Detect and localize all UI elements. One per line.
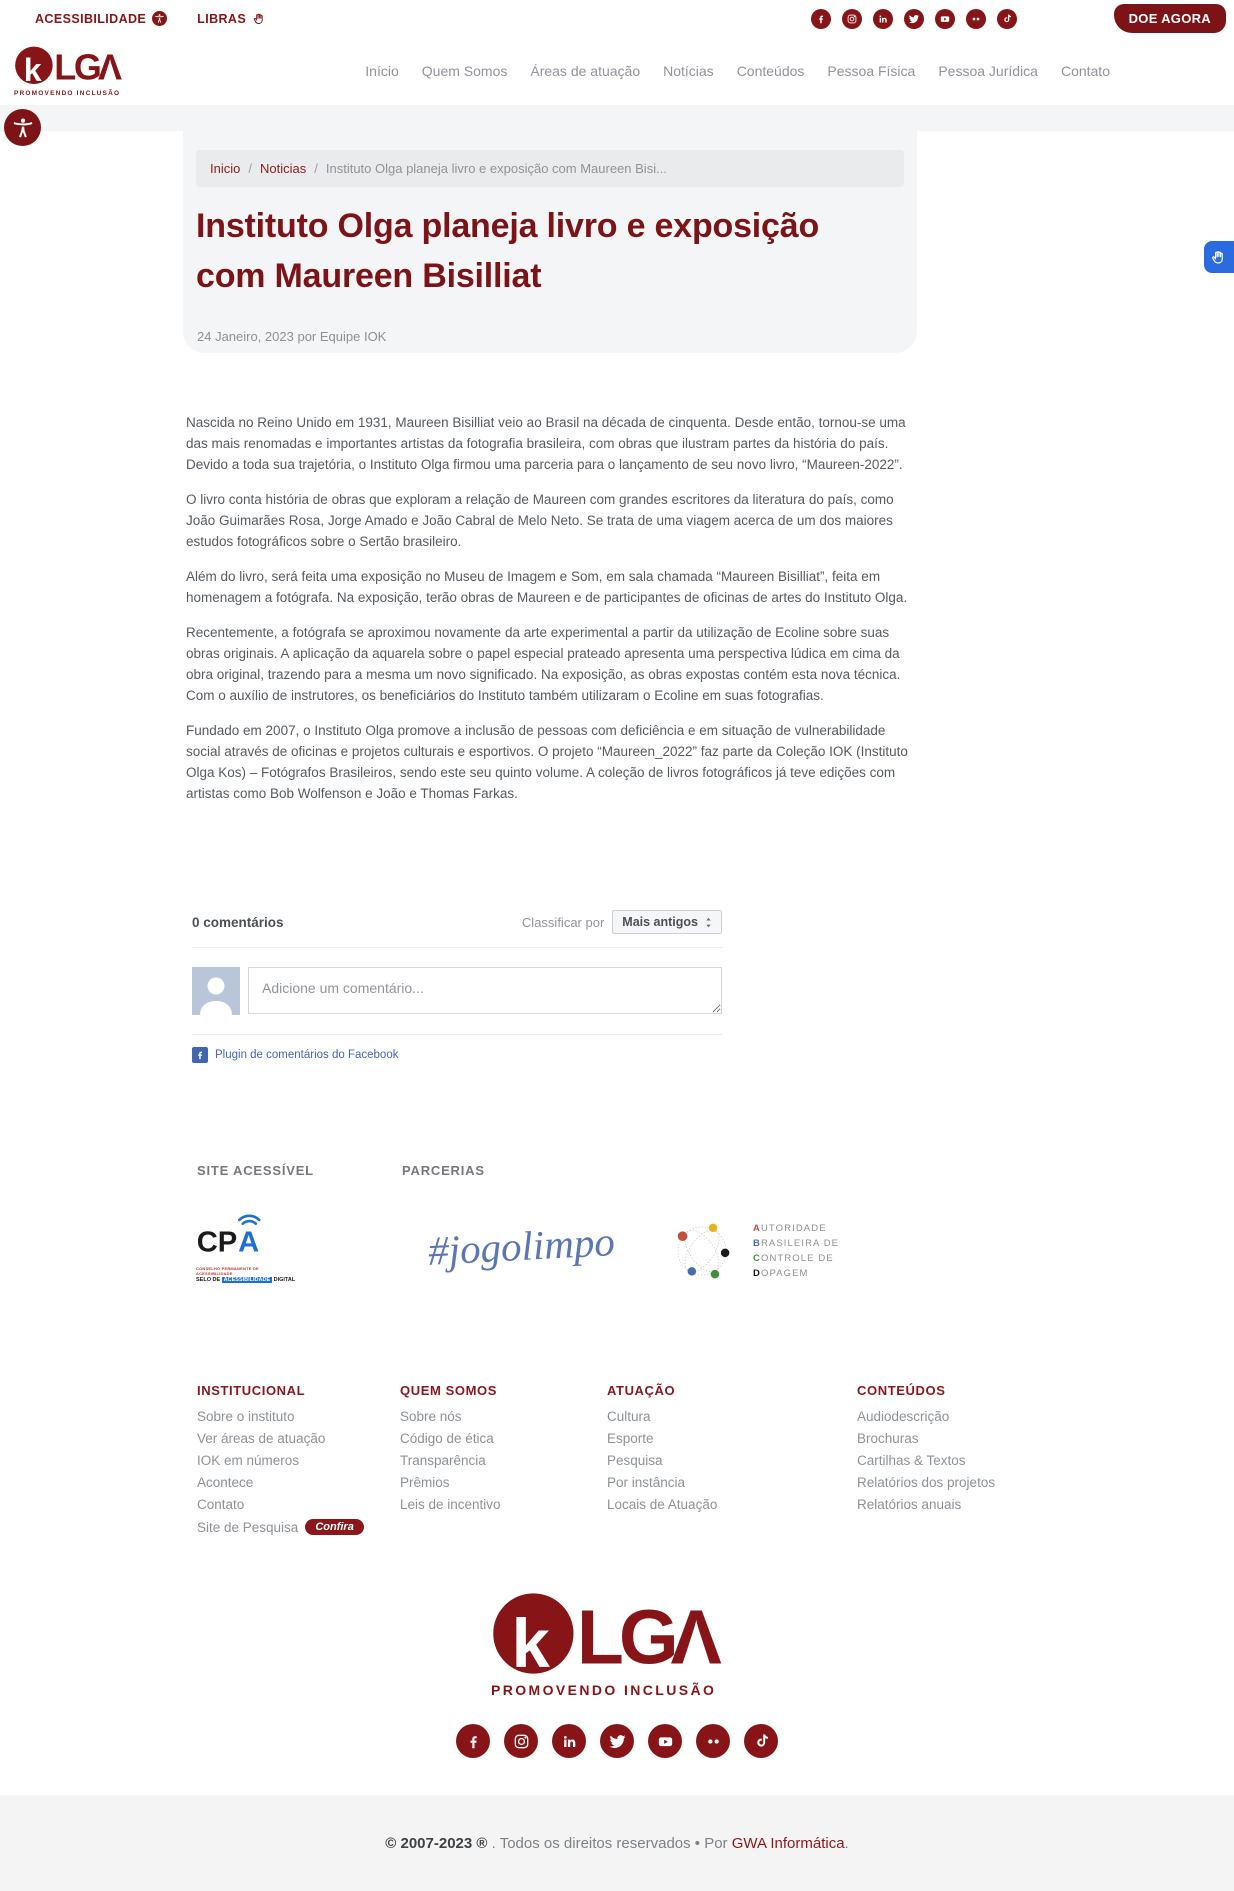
breadcrumb-separator: /: [248, 161, 252, 176]
nav-item-inicio[interactable]: Início: [365, 63, 399, 79]
libras-toggle[interactable]: [197, 11, 267, 26]
nav-item-conteudos[interactable]: Conteúdos: [736, 63, 805, 79]
footer-col-heading: ATUAÇÃO: [607, 1383, 676, 1398]
comment-compose-row: [192, 967, 722, 1015]
facebook-icon[interactable]: [456, 1724, 490, 1758]
top-utility-bar: [0, 0, 1234, 37]
olga-logo-icon: [491, 1590, 743, 1682]
comments-sort: [522, 910, 722, 934]
instagram-icon[interactable]: [504, 1724, 538, 1758]
comments-header: [192, 903, 722, 941]
footer-link[interactable]: Site de Pesquisa: [197, 1519, 299, 1535]
footer-link[interactable]: Acontece: [197, 1475, 254, 1490]
breadcrumb-current: Instituto Olga planeja livro e exposição com Maureen Bisi...: [325, 161, 667, 176]
sort-dropdown[interactable]: [612, 910, 722, 934]
copyright-years: © 2007-2023 ®: [385, 1835, 488, 1852]
footer-logo[interactable]: [491, 1590, 743, 1698]
article-paragraph: Nascida no Reino Unido em 1931, Maureen Bisilliat veio ao Brasil na década de cinquenta. Desde então, tornou-se uma das mais renomadas e importantes artistas da fotografia brasileira, com obras que ilustram partes da história do país. Devido a toda sua trajetória, o Instituto Olga firmou uma parceria para o lançamento de seu novo livro, “Maureen-2022”.: [186, 415, 906, 472]
logo-tagline: PROMOVENDO INCLUSÃO: [14, 90, 121, 97]
youtube-icon[interactable]: [648, 1724, 682, 1758]
linkedin-icon[interactable]: [873, 9, 893, 29]
accessibility-tools: [35, 11, 267, 26]
plugin-attribution: [192, 1047, 722, 1063]
twitter-icon[interactable]: [904, 9, 924, 29]
footer-link[interactable]: Ver áreas de atuação: [197, 1431, 326, 1446]
sort-arrows-icon: [705, 917, 712, 928]
facebook-square-icon: [192, 1047, 208, 1063]
copyright-bar: [0, 1795, 1234, 1891]
nav-item-areas-de-atuacao[interactable]: Áreas de atuação: [530, 63, 641, 79]
svg-text:A: A: [238, 1226, 260, 1259]
breadcrumb-section[interactable]: Noticias: [259, 161, 307, 176]
footer-link[interactable]: Prêmios: [400, 1475, 450, 1490]
tiktok-icon[interactable]: [744, 1724, 778, 1758]
olga-logo-icon: [14, 45, 132, 88]
article-paragraph: Recentemente, a fotógrafa se aproximou novamente da arte experimental a partir da utilização de Ecoline sobre suas obras originais. A aplicação da aquarela sobre o papel especial prateado apresenta uma perspectiva lúdica em cima da obra original, trazendo para a mesma um novo significado. Na exposição, as obras expostas contém esta nova técnica. Com o auxílio de instrutores, os beneficiários do Instituto também utilizaram o Ecoline em suas fotografias.: [186, 625, 901, 703]
linkedin-icon[interactable]: [552, 1724, 586, 1758]
breadcrumb-separator: /: [314, 161, 318, 176]
accessibility-fab[interactable]: [4, 109, 41, 146]
tiktok-icon[interactable]: [997, 9, 1017, 29]
footer-col-quem-somos: [400, 1383, 501, 1519]
footer-link[interactable]: Pesquisa: [607, 1453, 663, 1468]
comments-divider: [192, 947, 722, 948]
footer-link[interactable]: Contato: [197, 1497, 245, 1512]
article-body: [186, 412, 918, 818]
donate-button[interactable]: DOE AGORA: [1114, 4, 1226, 33]
article-meta: 24 Janeiro, 2023 por Equipe IOK: [197, 329, 387, 344]
breadcrumb-home[interactable]: Inicio: [210, 161, 241, 176]
comment-input[interactable]: [248, 967, 722, 1014]
accessibility-icon: [152, 11, 167, 26]
twitter-icon[interactable]: [600, 1724, 634, 1758]
cpa-logo-icon: [196, 1212, 288, 1260]
accessibility-label: ACESSIBILIDADE: [35, 11, 147, 26]
facebook-comments-plugin: [192, 903, 722, 1063]
footer-link[interactable]: Leis de incentivo: [400, 1497, 501, 1512]
footer-social-row: [0, 1724, 1234, 1758]
cpa-line1: CONSELHO PERMANENTE DE ACESSIBILIDADE: [196, 1266, 259, 1276]
sort-value: Mais antigos: [622, 915, 698, 929]
plugin-label[interactable]: Plugin de comentários do Facebook: [215, 1049, 399, 1061]
copyright-suffix: .: [844, 1835, 849, 1852]
footer-link[interactable]: IOK em números: [197, 1453, 300, 1468]
footer-link[interactable]: Por instância: [607, 1475, 686, 1490]
article-paragraph: Fundado em 2007, o Instituto Olga promove a inclusão de pessoas com deficiência e em situação de vulnerabilidade social através de oficinas e projetos culturais e esportivos. O projeto “Maureen_2022” faz parte da Coleção IOK (Instituto Olga Kos) – Fotógrafos Brasileiros, sendo este seu quinto volume. A coleção de livros fotográficos já teve edições com artistas como Bob Wolfenson e João e Thomas Farkas.: [186, 723, 908, 801]
footer-brand: [0, 1590, 1234, 1758]
topbar-right: [811, 4, 1226, 33]
footer-link[interactable]: Relatórios anuais: [857, 1497, 962, 1512]
svg-text:CP: CP: [196, 1226, 238, 1259]
nav-item-pessoa-fisica[interactable]: Pessoa Física: [827, 63, 916, 79]
libras-hand-icon: [252, 11, 267, 26]
footer-link[interactable]: Esporte: [607, 1431, 654, 1446]
libras-label: LIBRAS: [197, 11, 247, 26]
footer-link[interactable]: Cartilhas & Textos: [857, 1453, 966, 1468]
article-paragraph: Além do livro, será feita uma exposição no Museu de Imagem e Som, em sala chamada “Maureen Bisilliat”, feita em homenagem a fotógrafa. Na exposição, terão obras de Maureen e de participantes de oficinas de artes do Instituto Olga.: [186, 569, 908, 605]
nav-item-quem-somos[interactable]: Quem Somos: [421, 63, 508, 79]
confira-badge[interactable]: Confira: [305, 1519, 364, 1535]
abcd-partner-logo[interactable]: [665, 1205, 839, 1297]
vlibras-hand-icon: [1210, 248, 1228, 266]
footer-col-heading: QUEM SOMOS: [400, 1383, 498, 1398]
jogolimpo-partner-logo[interactable]: #jogolimpo: [426, 1218, 616, 1274]
gwa-link[interactable]: GWA Informática: [731, 1835, 845, 1852]
footer-link[interactable]: Cultura: [607, 1409, 651, 1424]
cpa-accessibility-seal[interactable]: [196, 1212, 296, 1283]
footer-link[interactable]: Sobre o instituto: [197, 1409, 295, 1424]
footer-col-atuacao: [607, 1383, 717, 1519]
footer-link[interactable]: Relatórios dos projetos: [857, 1475, 996, 1490]
abcd-orbit-icon: [665, 1205, 739, 1297]
youtube-icon[interactable]: [935, 9, 955, 29]
footer-link[interactable]: Locais de Atuação: [607, 1497, 718, 1512]
footer-link[interactable]: Audiodescrição: [857, 1409, 950, 1424]
header-social-row: [811, 9, 1017, 29]
footer-link[interactable]: Código de ética: [400, 1431, 494, 1446]
cpa-line2: SELO DE ACESSIBILIDADE DIGITAL: [196, 1277, 296, 1283]
footer-link[interactable]: Brochuras: [857, 1431, 919, 1446]
vlibras-tab[interactable]: [1204, 241, 1234, 273]
footer-logo-tagline: PROMOVENDO INCLUSÃO: [491, 1682, 717, 1698]
accessibility-toggle[interactable]: [35, 11, 167, 26]
footer-link[interactable]: Transparência: [400, 1453, 486, 1468]
copyright-text: . Todos os direitos reservados • Por: [487, 1835, 732, 1852]
footer-col-heading: CONTEÚDOS: [857, 1383, 946, 1398]
footer-col-conteudos: [857, 1383, 995, 1519]
abcd-wordmark: AUTORIDADE BRASILEIRA DE CONTROLE DE DOPAGEM: [753, 1223, 840, 1279]
flickr-icon[interactable]: [966, 9, 986, 29]
page-title: Instituto Olga planeja livro e exposição com Maureen Bisilliat: [196, 207, 820, 295]
comments-count: 0 comentários: [192, 914, 284, 930]
universal-access-icon: [11, 116, 35, 140]
comments-divider: [192, 1034, 722, 1035]
footer-link-pesquisa-row: [197, 1519, 364, 1535]
nav-item-contato[interactable]: Contato: [1060, 63, 1110, 79]
sort-by-label: Classificar por: [521, 914, 605, 930]
article-paragraph: O livro conta história de obras que exploram a relação de Maureen com grandes escritores da literatura do país, como João Guimarães Rosa, Jorge Amado e João Cabral de Melo Neto. Se trata de uma viagem acerca de um dos maiores estudos fotográficos sobre o Sertão brasileiro.: [186, 492, 894, 549]
facebook-icon[interactable]: [811, 9, 831, 29]
flickr-icon[interactable]: [696, 1724, 730, 1758]
footer-col-institucional: [197, 1383, 364, 1542]
site-logo[interactable]: [14, 45, 132, 97]
instagram-icon[interactable]: [842, 9, 862, 29]
article-header-card: [183, 105, 917, 353]
partners-heading: PARCERIAS: [402, 1163, 485, 1178]
main-nav: [365, 63, 1110, 79]
accessible-site-heading: SITE ACESSÍVEL: [197, 1163, 314, 1178]
footer-link[interactable]: Sobre nós: [400, 1409, 462, 1424]
nav-item-noticias[interactable]: Notícias: [663, 63, 714, 79]
nav-item-pessoa-juridica[interactable]: Pessoa Jurídica: [938, 63, 1038, 79]
site-header: [0, 37, 1234, 105]
footer-col-heading: INSTITUCIONAL: [197, 1383, 306, 1398]
breadcrumb: [196, 150, 904, 187]
avatar: [192, 967, 240, 1015]
